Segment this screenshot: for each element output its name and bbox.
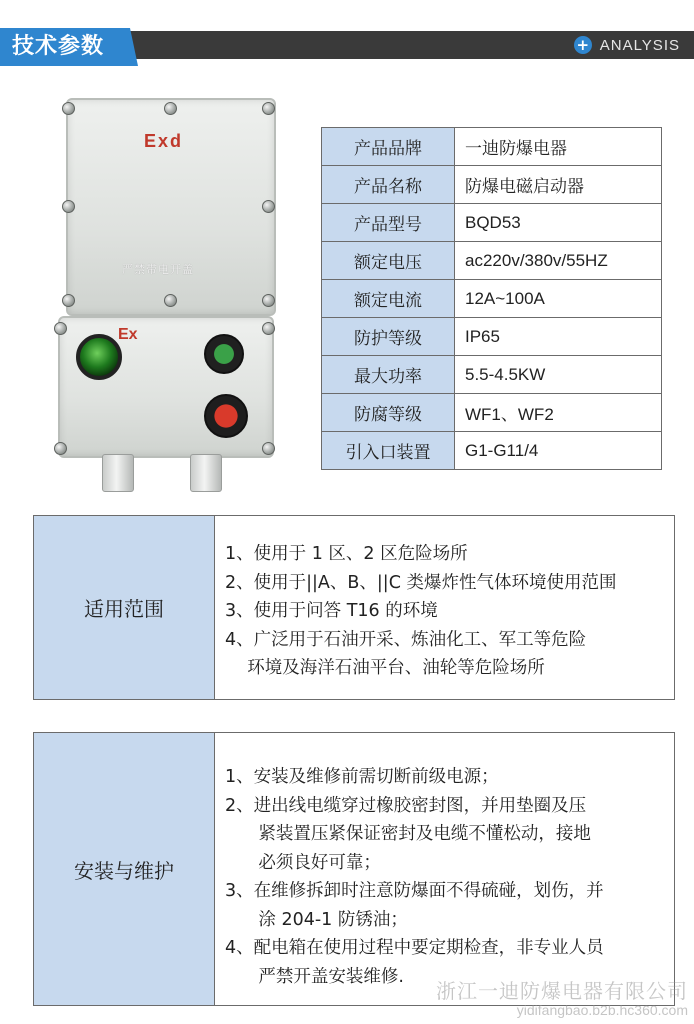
scope-label: 适用范围 [34, 516, 215, 699]
spec-label: 防护等级 [322, 318, 455, 356]
spec-row [322, 318, 662, 356]
spec-table [321, 127, 662, 470]
spec-value: 一迪防爆电器 [455, 128, 662, 166]
spec-value: 5.5-4.5KW [455, 356, 662, 394]
watermark-url: yidifangbao.b2b.hc360.com [516, 1002, 688, 1018]
screw-icon [54, 322, 67, 335]
cable-gland-icon [102, 454, 134, 492]
list-item: 3、在维修拆卸时注意防爆面不得硫碰，划伤，并 [225, 881, 604, 901]
ex-marking: Ex [118, 326, 138, 343]
installation-maintenance [33, 732, 675, 1006]
spec-label: 引入口装置 [322, 432, 455, 470]
scope-list [215, 516, 674, 699]
spec-label: 产品型号 [322, 204, 455, 242]
section-header [0, 28, 694, 62]
section-title: 技术参数 [12, 34, 105, 59]
spec-value: WF1、WF2 [455, 394, 662, 432]
spec-value: G1-G11/4 [455, 432, 662, 470]
spec-row [322, 204, 662, 242]
spec-value: ac220v/380v/55HZ [455, 242, 662, 280]
list-item: 4、配电箱在使用过程中要定期检查，非专业人员 [225, 938, 604, 958]
screw-icon [262, 322, 275, 335]
warning-label: 严禁带电开盖 [122, 263, 194, 276]
spec-row [322, 128, 662, 166]
screw-icon [262, 102, 275, 115]
spec-row [322, 394, 662, 432]
maintenance-label: 安装与维护 [34, 733, 215, 1005]
list-item: 2、使用于||A、B、||C 类爆炸性气体环境使用范围 [225, 572, 617, 593]
analysis-link[interactable] [574, 33, 680, 57]
list-item: 涂 204-1 防锈油； [225, 909, 408, 930]
stop-button-icon [204, 394, 248, 438]
spec-label: 产品名称 [322, 166, 455, 204]
spec-row [322, 432, 662, 470]
screw-icon [62, 294, 75, 307]
spec-value: IP65 [455, 318, 662, 356]
plus-icon: + [574, 36, 592, 54]
spec-label: 额定电压 [322, 242, 455, 280]
list-item: 严禁开盖安装维修. [225, 966, 404, 987]
spec-row [322, 280, 662, 318]
spec-row [322, 166, 662, 204]
product-image [52, 98, 278, 494]
screw-icon [262, 294, 275, 307]
application-scope [33, 515, 675, 700]
spec-value: 防爆电磁启动器 [455, 166, 662, 204]
start-button-icon [204, 334, 244, 374]
list-item: 必须良好可靠； [225, 852, 381, 873]
spec-label: 额定电流 [322, 280, 455, 318]
list-item: 1、安装及维修前需切断前级电源； [225, 767, 499, 787]
list-item: 2、进出线电缆穿过橡胶密封图，并用垫圈及压 [225, 795, 587, 816]
screw-icon [164, 294, 177, 307]
indicator-lamp-icon [76, 334, 122, 380]
screw-icon [164, 102, 177, 115]
screw-icon [54, 442, 67, 455]
spec-value: 12A~100A [455, 280, 662, 318]
cable-gland-icon [190, 454, 222, 492]
spec-label: 最大功率 [322, 356, 455, 394]
screw-icon [62, 102, 75, 115]
list-item: 环境及海洋石油平台、油轮等危险场所 [225, 658, 545, 678]
spec-label: 产品品牌 [322, 128, 455, 166]
analysis-label: ANALYSIS [599, 36, 680, 54]
list-item: 紧装置压紧保证密封及电缆不懂松动，接地 [225, 824, 591, 844]
list-item: 4、广泛用于石油开采、炼油化工、军工等危险 [225, 629, 587, 650]
spec-label: 防腐等级 [322, 394, 455, 432]
maintenance-list [215, 733, 674, 1005]
watermark-company: 浙江一迪防爆电器有限公司 [436, 979, 688, 1003]
spec-row [322, 356, 662, 394]
screw-icon [262, 442, 275, 455]
screw-icon [262, 200, 275, 213]
exd-marking: Exd [144, 131, 184, 151]
spec-value: BQD53 [455, 204, 662, 242]
list-item: 1、使用于 1 区、2 区危险场所 [225, 544, 468, 564]
screw-icon [62, 200, 75, 213]
list-item: 3、使用于问答 T16 的环境 [225, 601, 438, 621]
spec-row [322, 242, 662, 280]
